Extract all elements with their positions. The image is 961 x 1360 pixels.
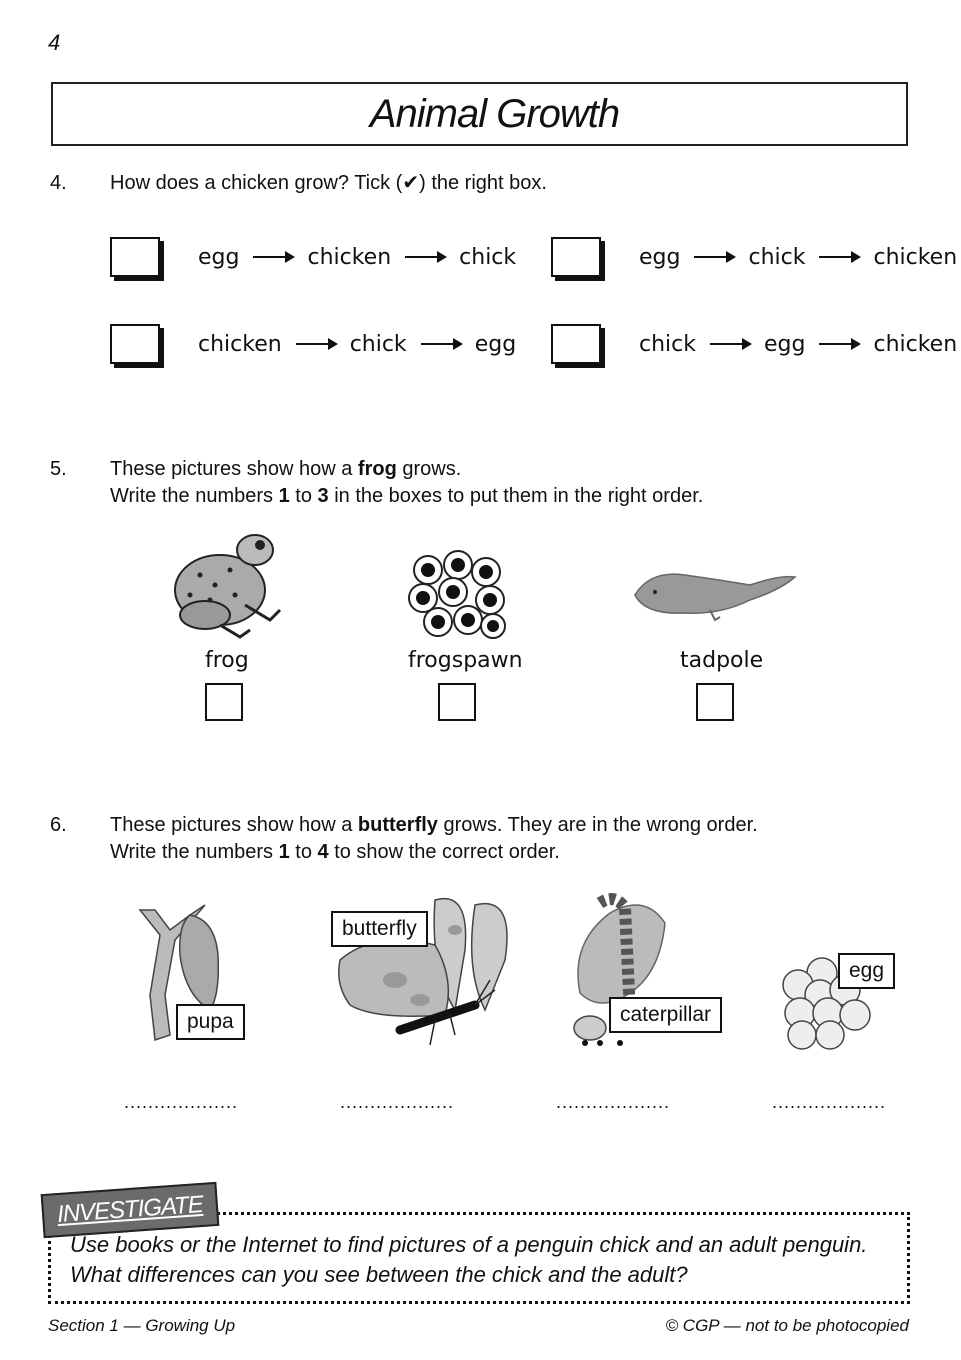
arrow-right-icon xyxy=(421,343,461,345)
footer-copyright: © CGP — not to be photocopied xyxy=(665,1316,909,1335)
step: chicken xyxy=(873,331,958,357)
text: grows. They are in the wrong order. xyxy=(437,814,758,836)
step: chicken xyxy=(873,244,958,270)
tick-box[interactable] xyxy=(110,324,160,364)
q5-number: 5. xyxy=(50,458,67,480)
tick-box[interactable] xyxy=(551,324,601,364)
text-bold: butterfly xyxy=(357,814,438,836)
step: egg xyxy=(639,244,681,270)
tick-box[interactable] xyxy=(110,237,160,277)
frogspawn-label: frogspawn xyxy=(408,648,523,673)
footer-section: Section 1 — Growing Up xyxy=(48,1316,236,1335)
text-bold: 1 xyxy=(278,841,290,863)
q4-option-2 xyxy=(551,237,957,277)
caterpillar-label: caterpillar xyxy=(609,997,722,1033)
frog-label: frog xyxy=(205,648,249,673)
tick-box[interactable] xyxy=(551,237,601,277)
pupa-label: pupa xyxy=(176,1004,245,1040)
text-bold: 1 xyxy=(278,485,290,507)
q4-option-1 xyxy=(110,237,516,277)
q4-option-3 xyxy=(110,324,516,364)
step: chicken xyxy=(198,331,282,357)
text: Write the numbers xyxy=(110,485,279,507)
investigate-text: Use books or the Internet to find pictures of a penguin chick and an adult penguin. What differences can you see between the chick and the adult? xyxy=(70,1232,868,1287)
arrow-right-icon xyxy=(710,343,750,345)
arrow-right-icon xyxy=(819,343,859,345)
page-title: Animal Growth xyxy=(369,91,620,136)
arrow-right-icon xyxy=(296,343,336,345)
answer-line-3[interactable]: ................... xyxy=(556,1092,671,1112)
step: chick xyxy=(748,244,806,270)
text: grows. xyxy=(396,458,462,480)
step: egg xyxy=(198,244,240,270)
q5-text xyxy=(110,456,703,510)
step: egg xyxy=(474,331,517,357)
title-box xyxy=(51,82,908,146)
text: These pictures show how a xyxy=(110,814,358,836)
text: to show the correct order. xyxy=(328,841,560,863)
q4-option-4 xyxy=(551,324,957,364)
text: Write the numbers xyxy=(110,841,279,863)
q4-text: How does a chicken grow? Tick (✔) the right box. xyxy=(110,172,547,194)
butterfly-label: butterfly xyxy=(331,911,428,947)
text: in the boxes to put them in the right order. xyxy=(328,485,704,507)
answer-line-2[interactable]: ................... xyxy=(340,1092,455,1112)
step: chick xyxy=(349,331,407,357)
frog-number-box[interactable] xyxy=(205,683,243,721)
tadpole-number-box[interactable] xyxy=(696,683,734,721)
step: chicken xyxy=(307,244,392,270)
frogspawn-icon xyxy=(408,550,508,640)
tadpole-label: tadpole xyxy=(680,648,764,673)
text: These pictures show how a xyxy=(110,458,358,480)
arrow-right-icon xyxy=(405,256,445,258)
step: chick xyxy=(639,331,696,357)
answer-line-1[interactable]: ................... xyxy=(124,1092,239,1112)
text-bold: 3 xyxy=(317,485,329,507)
q4-number: 4. xyxy=(50,172,67,194)
step: egg xyxy=(764,331,806,357)
frog-icon xyxy=(160,525,285,645)
page-number: 4 xyxy=(48,30,61,55)
answer-line-4[interactable]: ................... xyxy=(772,1092,887,1112)
text-bold: frog xyxy=(357,458,397,480)
arrow-right-icon xyxy=(694,256,734,258)
text: to xyxy=(289,485,318,507)
text: to xyxy=(289,841,318,863)
step: chick xyxy=(459,244,517,270)
investigate-tag-label: INVESTIGATE xyxy=(56,1190,204,1229)
arrow-right-icon xyxy=(253,256,293,258)
q6-text xyxy=(110,812,758,866)
text-bold: 4 xyxy=(317,841,329,863)
arrow-right-icon xyxy=(819,256,859,258)
egg-label: egg xyxy=(838,953,895,989)
q6-number: 6. xyxy=(50,814,67,836)
tadpole-icon xyxy=(630,565,800,625)
frogspawn-number-box[interactable] xyxy=(438,683,476,721)
